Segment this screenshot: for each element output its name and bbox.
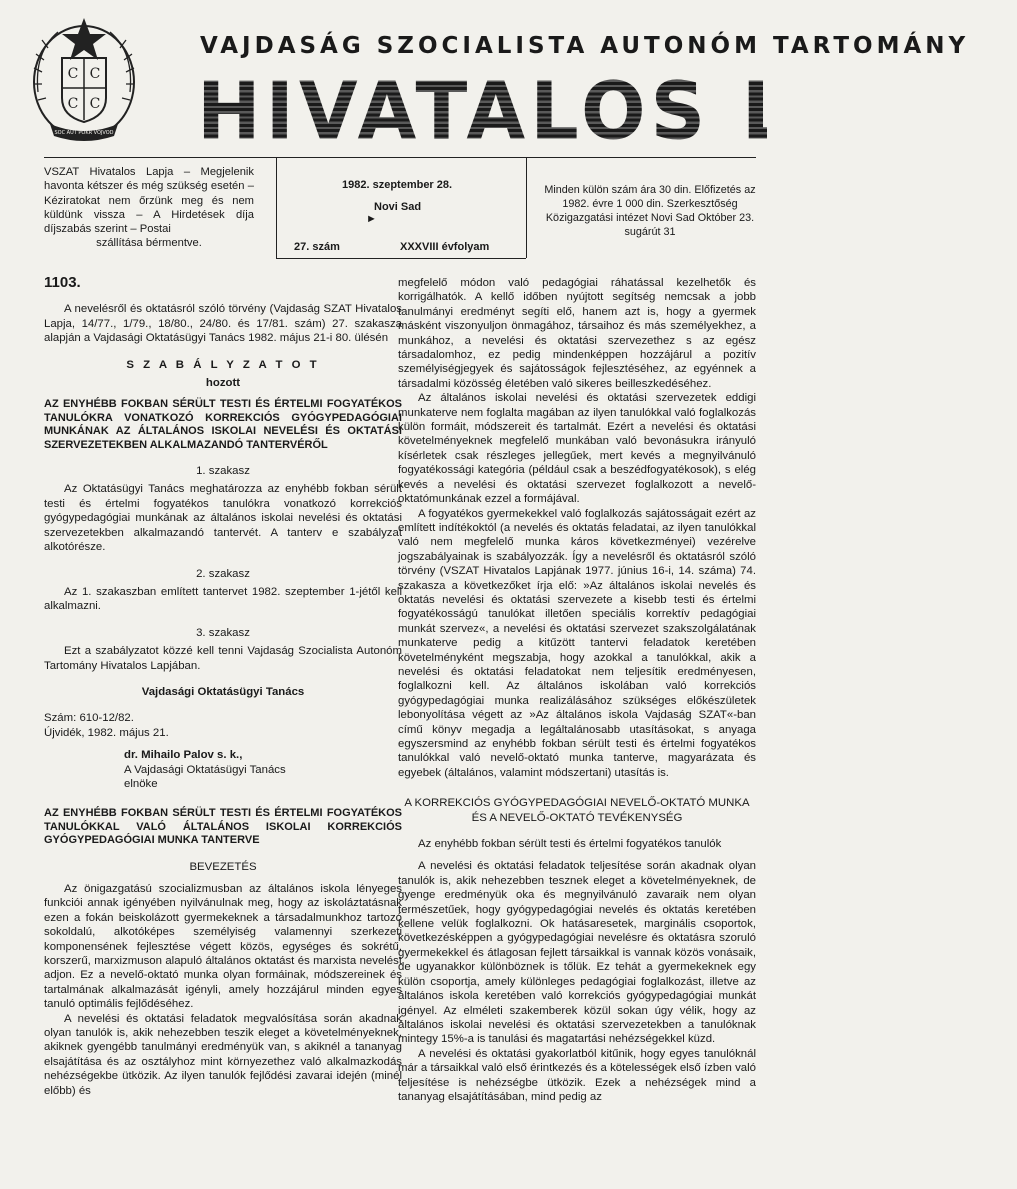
document-number: Szám: 610-12/82. (44, 712, 134, 725)
intro-paragraph: A nevelésről és oktatásról szóló törvény (Vajdaság SZAT Hivatalos Lapja, 14/77., 1/79., 18/80., 24/80. és 17/81. szám) 27. szakasza alapján a Vajdasági Oktatásügyi Tanács 1982. május 21-i 80. ülésén (44, 303, 402, 345)
paragraph-legal-basis: A fogyatékos gyermekekkel való foglalkozás sajátosságait ezért az említett indítékoktól (a nevelés és oktatás feladatai, az ilyen tanulókkal való nem megfelelő munka káros következményei) vezérelve jogszabályainak is szabályozzák. Így a nevelésről és oktatásról szóló törvény (VSZAT Hivatalos Lapjának 1977. június 16-i, 14. száma) 74. szakasza a következőket írja elő: »Az általános iskolai nevelés és oktatás nevelési és oktatási szervezete a kisebb testi és értelmi fogyatékosságú tanulókat illetően speciális korrektív pedagógiai munkát szervez«, a nevelési és oktatási szervezet szakszolgálatának munkaterve pedig a kitűzött tantervi feladatok keretében követelményként megszabja, hogy azokkal a tanulókkal, akik a nevelési és oktatási feladatokat nem teljesítik eredményesen, foglalkozni kell. Az általános iskolában való korrekciós gyógypedagógiai munka realizálásához szükséges előkészületek lebonyolítása végett az »Az általános iskola Vajdaság SZAT«-ban című könyv megadja a legáltalánosabb utasításokat, s anyaga egyszersmind az enyhébb fokban sérült testi és értelmi fogyatékos tanulókkal való nevelő-oktató munka tanterve, magyarázata és egyebek (általános, valamint módszertani) utasítás is. (398, 507, 756, 779)
pointer-icon: ► (366, 213, 377, 225)
divider-top (44, 157, 756, 158)
issue-date: 1982. szeptember 28. (342, 179, 453, 191)
publication-info (44, 165, 254, 251)
adopted-label: hozott (205, 377, 241, 390)
masthead (0, 0, 1017, 158)
paragraph-difficulties: A nevelési és oktatási feladatok teljesítése során akadnak olyan tanulók is, akik nehezebben tesznek eleget a követelményeknek, de gyenge eredményük oka és megnyilvánuló zavaraik nem olyan természetűek, hogy gyógypedagógiai nevelés és oktatás keretében kellene velük foglalkozni. Ok hatásaresetek, marginális csoportok, következésképpen a gyógypedagógiai nevelésre és oktatásra szoruló gyermekekkel és átlagosan fejlett társaikkal is vannak közös vonásaik, de ugyanakkor különböznek is tőlük. Ez tehát a gyermekeknek egy külön csoportja, amely különleges pedagógiai foglalkozást, illetve az általános iskola keretében való korrekciós gyógypedagógiai munkát igényel. Az elméleti szakemberek közül sokan úgy vélik, hogy az általános iskolai nevelési és oktatási szervezetekben a tanulóknak mintegy 15%-a is tanulási és magatartási nehézségekkel küzd. (398, 860, 756, 1046)
signer-role-2: elnöke (124, 777, 158, 790)
section-1-text: Az Oktatásügyi Tanács meghatározza az enyhébb fokban sérült testi és értelmi fogyatékos tanulókra vonatkozó korrekciós gyógypedagógiai munkának az általános iskolai nevelési és oktatási szervezetekben alkalmazandó tantervét. A tanterv e szabályzat alkotórésze. (44, 483, 402, 554)
item-number: 1103. (44, 274, 81, 291)
curriculum-title: AZ ENYHÉBB FOKBAN SÉRÜLT TESTI ÉS ÉRTELMI FOGYATÉKOS TANULÓKKAL VALÓ ÁLTALÁNOS ISKOLAI KORREKCIÓS GYÓGYPEDAGÓGIAI MUNKA TANTERVE (44, 807, 402, 847)
introduction-paragraph-2: A nevelési és oktatási feladatok megvalósítása során akadnak olyan tanulók is, akik nehezebben teszik eleget a követelményeknek, akiknek gyengébb tanulmányi eredményük van, s akiknél a tananyag elsajátítása és az osztályhoz mint környezethez való alkalmazkodás nehézségekbe ütközik. Az ilyen tanulók fejlődési zavarai idején (minél előbb) és (44, 1012, 402, 1097)
svg-text:C: C (89, 96, 101, 112)
section-2-heading: 2. szakasz (196, 567, 250, 580)
council-name: Vajdasági Oktatásügyi Tanács (141, 685, 305, 698)
region-title: VAJDASÁG SZOCIALISTA AUTONÓM TARTOMÁNY (200, 33, 970, 59)
svg-text:C: C (89, 66, 101, 82)
issue-place: Novi Sad (374, 201, 422, 213)
issue-volume: XXXVIII évfolyam (400, 241, 490, 253)
publication-info-shipping: szállítása bérmentve. (96, 237, 202, 250)
right-column (398, 276, 756, 1104)
section-3-heading: 3. szakasz (196, 626, 250, 639)
introduction-paragraph-1: Az önigazgatású szocializmusban az általános iskola lényeges funkciói annak igényében nyilvánulnak meg, hogy az iskoláztatásnak ezen a fokán beiskolázott gyermekeknek a társadalmunkhoz tartozó sokoldalú, alkotóképes személyiség valamennyi szerkezeti komponensének fejlesztése végett közös, egységes és sokrétű, korszerű, marxizmuson alapuló általános oktatást és marxista nevelést adjon. Ez a nevelő-oktató munka olyan formáinak, módszereinek és tartalmának alkalmazását igényli, amely hozzájárul minden egyes tanuló optimális fejlődéséhez. (44, 883, 402, 1011)
svg-text:SOC AUT POKR VOJVOD: SOC AUT POKR VOJVOD (54, 130, 114, 136)
paragraph-pupils: Az enyhébb fokban sérült testi és értelmi fogyatékos tanulók (418, 838, 722, 851)
price-info: Minden külön szám ára 30 din. Előfizetés az 1982. évre 1 000 din. Szerkesztőség Közigazgatási intézet Novi Sad Október 23. sugárút 31 (544, 184, 756, 238)
paragraph-practice: A nevelési és oktatási gyakorlatból kitűnik, hogy egyes tanulóknál már a társaikkal való első érintkezés és a kötelességek első ízben való teljesítése is nehézségbe ütközik. Ezek a nehézségek mind a tananyag elsajátításában, mind pedig az (398, 1047, 756, 1103)
paragraph-work-plan: Az általános iskolai nevelési és oktatási szervezetek eddigi munkaterve nem foglalta magában az ilyen tanulókkal való foglalkozás külön formáit, módszereit és tartalmát. Ezért a nevelési és oktatási követelményeknek megfelelő munkában való bevonásukra irányuló kísérletek csak részleges jellegűek, mert kevés a megnyilvánuló fogyatékossági kategória (például csak a beszédfogyatékosok), s elég kevés a nevelési és oktatási szervezet foglalkozott a nevelő-oktatómunkának ezzel a formájával. (398, 392, 756, 506)
section-3-text: Ezt a szabályzatot közzé kell tenni Vajdaság Szocialista Autonóm Tartomány Hivatalos Lapjában. (44, 645, 402, 672)
divider-left (276, 158, 277, 258)
regulation-heading: S Z A B Á L Y Z A T O T (126, 358, 320, 371)
coat-of-arms-emblem (28, 12, 140, 144)
svg-text:C: C (67, 66, 79, 82)
signer-name: dr. Mihailo Palov s. k., (124, 749, 243, 762)
publication-title: HIVATALOS LAPJA (197, 64, 1017, 158)
issue-number: 27. szám (294, 241, 340, 253)
issue-info (290, 165, 520, 260)
introduction-heading: BEVEZETÉS (189, 860, 257, 873)
signer-role: A Vajdasági Oktatásügyi Tanács (124, 763, 286, 776)
divider-right (526, 158, 527, 258)
left-column (44, 276, 402, 1098)
section-2-text: Az 1. szakaszban említett tantervet 1982. szeptember 1-jétől kell alkalmazni. (44, 585, 402, 613)
correction-work-heading: A KORREKCIÓS GYÓGYPEDAGÓGIAI NEVELŐ-OKTATÓ MUNKA ÉS A NEVELŐ-OKTATÓ TEVÉKENYSÉG (404, 797, 750, 824)
regulation-title: AZ ENYHÉBB FOKBAN SÉRÜLT TESTI ÉS ÉRTELMI FOGYATÉKOS TANULÓKRA VONATKOZÓ KORREKCIÓS GYÓGYPEDAGÓGIAI MUNKÁNAK AZ ÁLTALÁNOS ISKOLAI NEVELÉSI ÉS OKTATÁSI SZERVEZETEKBEN ALKALMAZANDÓ TANTERVÉRŐL (44, 398, 402, 451)
place-date: Újvidék, 1982. május 21. (44, 726, 169, 739)
section-1-heading: 1. szakasz (196, 465, 250, 478)
publication-info-text: VSZAT Hivatalos Lapja – Megjelenik havonta kétszer és még szükség esetén – Kéziratokat nem őrzünk meg és nem küldünk vissza – A Hirdetések díja díjszabás szerint – Postai (44, 166, 254, 236)
continued-paragraph: megfelelő módon való pedagógiai ráhatással kezelhetők és korrigálhatók. A kellő időben nyújtott segítség nemcsak a jobb tanulmányi eredményt segíti elő, hanem azt is, hogy a gyermek másként viszonyuljon önmagához, társaihoz és más személyekhez, a munkához, a nevelési és oktatási szervezethez s az egész társadalomhoz, ez pedig mindenképpen hozzájárul a pozitív személyiségjegyek és sajátosságok fejlesztéséhez, az egyénnek a társadalmi közösség életében való sikeres beilleszkedéséhez. (398, 277, 756, 390)
svg-text:C: C (67, 96, 79, 112)
